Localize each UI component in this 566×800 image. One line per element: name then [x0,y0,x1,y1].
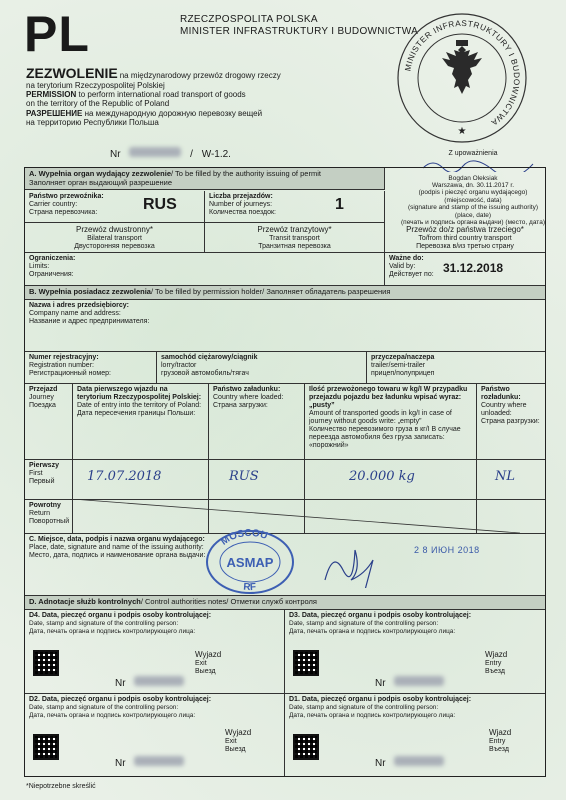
third-country-ru: Перевозка в/из третью страну [416,243,514,251]
d1-direction [489,728,511,754]
carrier-country-en: Carrier country: [29,201,78,209]
section-a-title: A. Wypełnia organ wydający zezwolenie [29,169,171,178]
d3-nr-label: Nr [375,678,386,689]
d4-dir-pl: Wyjazd [195,650,222,659]
company-label: Nazwa i adres przedsiębiorcy: [29,302,129,309]
nr-label: Nr [110,149,121,160]
control-box-d4 [25,610,285,694]
carrier-country-label: Państwo przewoźnika: [29,193,104,200]
carrier-country-ru: Страна перевозчика: [29,209,98,217]
qr-code-icon [293,734,319,760]
d3-dir-ru: Въезд [485,668,505,676]
unloading-en: Country where unloaded: [481,402,527,418]
footnote: *Niepotrzebne skreślić [26,783,96,790]
d3-ru: Дата, печать органа и подпись контролирующего лица: [289,628,456,636]
country-code: PL [24,6,90,62]
caption-en: (signature and stamp of the issuing authority) (place, date) [407,204,539,219]
journey-en: Journey [29,394,54,402]
return-row-label [25,500,73,534]
ministry-seal [394,10,530,146]
d4-nr-label: Nr [115,678,126,689]
valid-value: 31.12.2018 [443,261,504,275]
bilateral-en: Bilateral transport [87,235,142,243]
d1-title: Data, pieczęć organu i podpis osoby kontrolującej: [301,696,472,703]
trailer-ru: прицеп/полуприцеп [371,370,435,378]
d3-id: D3. [289,612,300,619]
registration-ru: Регистрационный номер: [29,370,111,378]
permit-form-frame [24,167,546,777]
title-en-line2: on the territory of the Republic of Poland [26,99,170,109]
section-c-en: Place, date, signature and name of the issuing authority: [29,544,204,552]
stamp-top-text: MOSCOU [219,528,269,548]
unloading-label: Państwo rozładunku: [481,386,521,402]
d2-redacted [134,756,184,766]
svg-text:★: ★ [457,126,467,137]
section-b-header [25,286,545,300]
permit-series: W-1.2. [201,149,231,160]
transit-label: Przewóz tranzytowy* [257,225,332,234]
d1-dir-en: Entry [489,738,506,746]
seal-ring-text: MINISTER INFRASTRUKTURY I BUDOWNICTWA [403,18,522,128]
quantity-ru: Количество перевозимого груза в кг/I В случае переезда автомобиля без груза записать: «порожний» [309,426,461,450]
first-qty-cell [305,460,477,500]
loading-en: Country where loaded: [213,394,284,402]
d4-id: D4. [29,612,40,619]
z-upowaznienia: Z upoważnienia [448,150,498,157]
d2-ru: Дата, печать органа и подпись контролирующего лица: [29,712,196,720]
d2-direction [225,728,251,754]
d2-dir-ru: Выезд [225,746,246,754]
third-country-label: Przewóz do/z państwa trzeciego* [406,225,524,234]
limits-label: Ograniczenia: [29,255,76,262]
d3-dir-en: Entry [485,660,502,668]
trailer-label: przyczepa/naczepa [371,354,435,361]
nr-separator: / [190,149,193,160]
d2-id: D2. [29,696,40,703]
permit-number-line [110,147,231,161]
first-date-cell [73,460,209,500]
control-box-d1 [285,694,545,776]
third-country-en: To/from third country transport [418,235,512,243]
limits-en: Limits: [29,263,50,271]
trailer-en: trailer/semi-trailer [371,362,426,370]
d4-direction [195,650,221,676]
journey-header [25,384,73,460]
title-ru-rest: на международную дорожную перевозку вещей [84,108,263,118]
bilateral-cell [25,223,205,253]
transit-en: Transit transport [269,235,320,243]
eagle-icon [442,40,482,94]
d3-redacted [394,676,444,686]
d2-dir-pl: Wyjazd [225,728,252,737]
control-box-d2 [25,694,285,776]
return-label: Powrotny [29,502,61,509]
signer-name: Bogdan Oleksiak [448,174,498,182]
qr-code-icon [33,650,59,676]
limits-cell [25,253,385,286]
d1-id: D1. [289,696,300,703]
svg-text:RF [243,582,257,594]
first-row-label [25,460,73,500]
journey-ru: Поездка [29,402,56,410]
registration-label: Numer rejestracyjny: [29,354,99,361]
company-cell [25,300,545,352]
journeys-cell [205,191,385,223]
valid-label: Ważne do: [389,255,424,262]
d1-en: Date, stamp and signature of the controlling person: [289,704,439,712]
d3-direction [485,650,507,676]
section-d-title-rest: / Control authorities notes/ Отметки служб контроля [140,597,317,606]
lorry-en: lorry/tractor [161,362,197,370]
first-en: First [29,470,43,478]
d3-en: Date, stamp and signature of the controlling person: [289,620,439,628]
d4-dir-ru: Выезд [195,668,216,676]
stamp-bottom-text: RF [242,581,257,594]
first-unloading-value: NL [495,469,516,484]
return-en: Return [29,510,51,518]
company-ru: Название и адрес предпринимателя: [29,318,150,326]
date-stamp: 2 8 ИЮН 2018 [414,545,480,555]
section-a-title-ru: Заполняет орган выдающий разрешение [29,177,173,187]
d1-dir-ru: Въезд [489,746,509,754]
loading-header [209,384,305,460]
valid-cell [385,253,545,286]
entry-date-en: Date of entry into the territory of Poland: [77,402,202,410]
first-loading-cell [209,460,305,500]
transit-cell [205,223,385,253]
section-b-title-rest: / To be filled by permission holder/ Заполняет обладатель разрешения [150,287,391,296]
return-ru: Поворотный [29,518,70,526]
loading-ru: Страна загрузки: [213,402,268,410]
ministry-name: MINISTER INFRASTRUKTURY I BUDOWNICTWA [180,26,419,37]
d1-dir-pl: Wjazd [489,728,512,737]
unloading-ru: Страна разгрузки: [481,418,540,426]
first-unloading-cell [477,460,545,500]
carrier-country-value: RUS [143,196,177,213]
first-qty-value: 20.000 kg [349,469,415,484]
place-date: Warszawa, dn. 30.11.2017 r. [431,181,515,189]
registration-cell [25,352,157,384]
d4-en: Date, stamp and signature of the controlling person: [29,620,179,628]
d4-dir-en: Exit [195,660,207,668]
caption-ru: (печать и подпись органа выдачи) (место, дата) [401,219,545,227]
d2-nr [115,756,184,770]
entry-date-label: Data pierwszego wjazdu na terytorium Rzeczypospolitej Polskiej: [77,386,202,402]
first-ru: Первый [29,478,55,486]
section-d-header [25,596,545,610]
section-a-title-rest: / To be filled by the authority issuing of permit [171,169,321,178]
d2-dir-en: Exit [225,738,237,746]
d3-title: Data, pieczęć organu i podpis osoby kontrolującej: [301,612,472,619]
journeys-label: Liczba przejazdów: [209,193,273,200]
quantity-en: Amount of transported goods in kg/I in case of journey without goods write: „empty” [309,410,452,426]
qr-code-icon [33,734,59,760]
asmap-stamp [204,528,296,596]
qr-code-icon [293,650,319,676]
bilateral-ru: Двусторонняя перевозка [74,243,155,251]
bilateral-label: Przewóz dwustronny* [76,225,153,234]
d4-nr [115,676,184,690]
journeys-en: Number of journeys: [209,201,273,209]
company-en: Company name and address: [29,310,121,318]
section-d-title: D. Adnotacje służb kontrolnych [29,597,141,606]
title-pl-line2: na terytorium Rzeczypospolitej Polskiej [26,81,165,91]
title-pl-rest: na międzynarodowy przewóz drogowy rzeczy [119,71,281,80]
title-en-rest: to perform international road transport of goods [78,90,246,100]
section-a-header [25,168,385,190]
d1-redacted [394,756,444,766]
d2-nr-label: Nr [115,758,126,769]
control-box-d3 [285,610,545,694]
title-en-bold: PERMISSION [26,90,77,100]
valid-en: Valid by: [389,263,416,271]
d1-nr [375,756,444,770]
quantity-header [305,384,477,460]
lorry-cell [157,352,367,384]
d3-dir-pl: Wjazd [485,650,508,659]
document-title [26,65,386,127]
journeys-value: 1 [335,196,344,213]
section-c-title: C. Miejsce, data, podpis i nazwa organu wydającego: [29,536,205,543]
d4-ru: Дата, печать органа и подпись контролирующего лица: [29,628,196,636]
d3-nr [375,676,444,690]
first-label: Pierwszy [29,462,59,469]
entry-date-header [73,384,209,460]
d1-nr-label: Nr [375,758,386,769]
redacted-number [129,147,181,157]
carrier-country-cell [25,191,205,223]
stamp-mid-text: ASMAP [226,555,274,570]
registration-en: Registration number: [29,362,94,370]
d2-title: Data, pieczęć organu i podpis osoby kontrolującej: [41,696,212,703]
title-pl-bold: ZEZWOLENIE [26,65,118,81]
caption-pl: (podpis i pieczęć organu wydającego) (miejscowość, data) [418,189,528,204]
transit-ru: Транзитная перевозка [258,243,331,251]
d4-title: Data, pieczęć organu i podpis osoby kontrolującej: [41,612,212,619]
third-country-cell [385,223,545,253]
d4-redacted [134,676,184,686]
republic-name: RZECZPOSPOLITA POLSKA [180,14,318,25]
limits-ru: Ограничения: [29,271,74,279]
journeys-ru: Количества поездок: [209,209,276,217]
return-row-crossout [72,499,520,535]
title-ru-line2: на территорию Республики Польша [26,117,159,127]
lorry-ru: грузовой автомобиль/тягач [161,370,249,378]
trailer-cell [367,352,545,384]
valid-ru: Действует по: [389,271,434,279]
d1-ru: Дата, печать органа и подпись контролирующего лица: [289,712,456,720]
officer-signature [315,538,385,588]
title-ru-bold: РАЗРЕШЕНИЕ [26,108,83,118]
lorry-label: samochód ciężarowy/ciągnik [161,354,258,361]
d2-en: Date, stamp and signature of the controlling person: [29,704,179,712]
first-date-value: 17.07.2018 [87,469,162,484]
unloading-header [477,384,545,460]
first-loading-value: RUS [229,469,259,484]
entry-date-ru: Дата пересечения границы Польши: [77,410,196,418]
section-c-ru: Место, дата, подпись и наименование органа выдачи: [29,552,206,560]
loading-label: Państwo załadunku: [213,386,281,393]
section-b-title: B. Wypełnia posiadacz zezwolenia [29,287,151,296]
journey-label: Przejazd [29,386,58,393]
quantity-label: Ilość przewożonego towaru w kg/I W przypadku przejazdu pojazdu bez ładunku wpisać wyraz: „pusty” [309,386,468,410]
